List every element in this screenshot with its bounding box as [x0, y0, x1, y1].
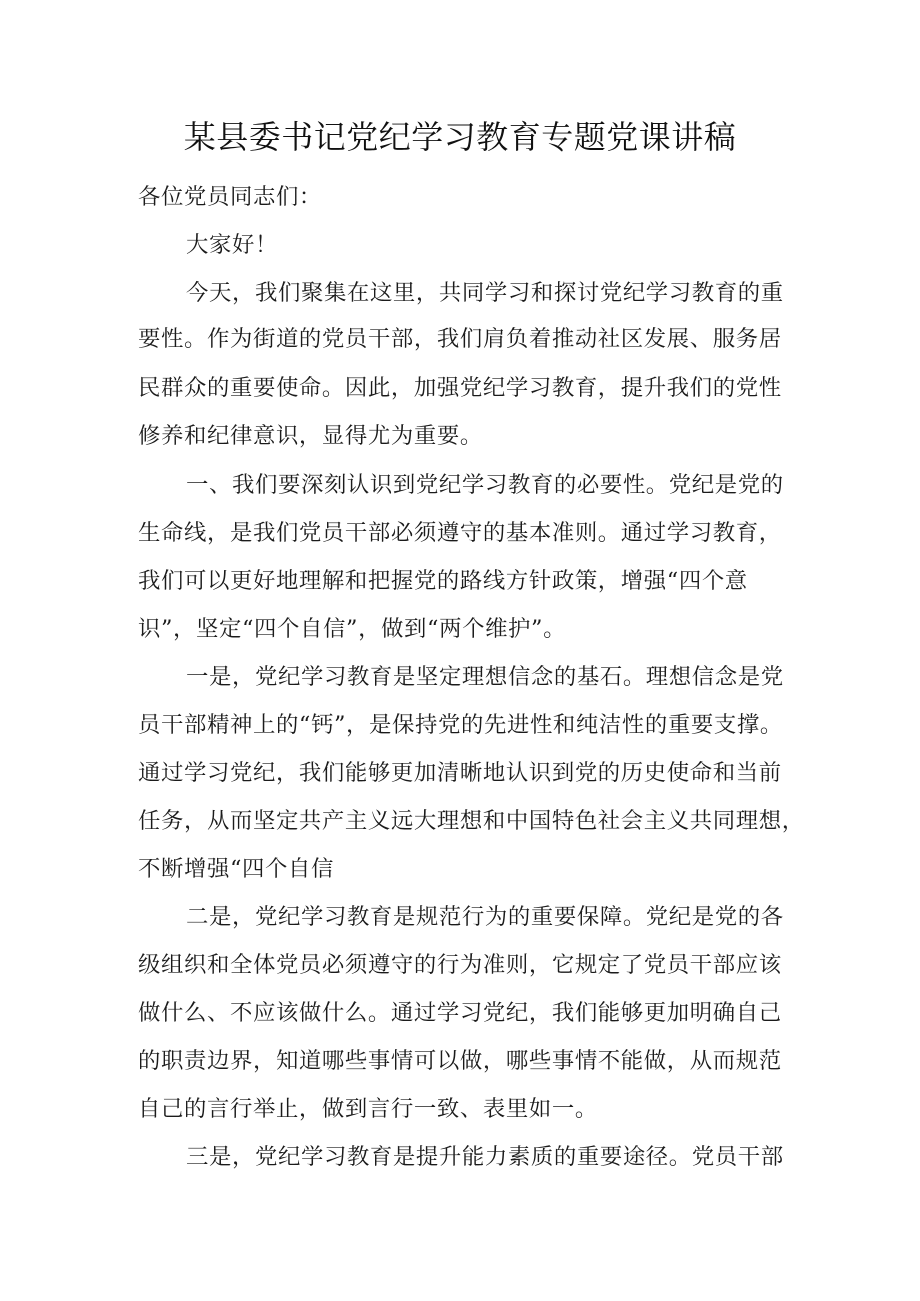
paragraph-1-line-1: 今天，我们聚集在这里，共同学习和探讨党纪学习教育的重 — [186, 280, 784, 306]
paragraph-4-line-5: 自己的言行举止，做到言行一致、表里如一。 — [138, 1096, 598, 1122]
document-title: 某县委书记党纪学习教育专题党课讲稿 — [183, 118, 737, 156]
paragraph-2-line-1: 一、我们要深刻认识到党纪学习教育的必要性。党纪是党的 — [186, 472, 784, 498]
salutation: 各位党员同志们： — [138, 184, 322, 210]
paragraph-1-line-2: 要性。作为街道的党员干部，我们肩负着推动社区发展、服务居 — [138, 326, 782, 352]
paragraph-4-line-1: 二是，党纪学习教育是规范行为的重要保障。党纪是党的各 — [186, 904, 784, 930]
paragraph-2-line-3: 我们可以更好地理解和把握党的路线方针政策，增强“四个意 — [138, 568, 748, 594]
paragraph-3-line-4: 任务，从而坚定共产主义远大理想和中国特色社会主义共同理想， — [138, 808, 805, 834]
paragraph-3-line-1: 一是，党纪学习教育是坚定理想信念的基石。理想信念是党 — [186, 664, 784, 690]
paragraph-1-line-4: 修养和纪律意识，显得尤为重要。 — [138, 423, 483, 449]
greeting: 大家好！ — [186, 232, 278, 258]
paragraph-4-line-2: 级组织和全体党员必须遵守的行为准则，它规定了党员干部应该 — [138, 952, 782, 978]
paragraph-1-line-3: 民群众的重要使命。因此，加强党纪学习教育，提升我们的党性 — [138, 375, 782, 401]
paragraph-4-line-3: 做什么、不应该做什么。通过学习党纪，我们能够更加明确自己 — [138, 1000, 782, 1026]
paragraph-3-line-3: 通过学习党纪，我们能够更加清晰地认识到党的历史使命和当前 — [138, 760, 782, 786]
paragraph-2-line-4: 识”，坚定“四个自信”，做到“两个维护”。 — [138, 616, 567, 642]
paragraph-4-line-4: 的职责边界，知道哪些事情可以做，哪些事情不能做，从而规范 — [138, 1048, 782, 1074]
paragraph-5-line-1: 三是，党纪学习教育是提升能力素质的重要途径。党员干部 — [186, 1144, 784, 1170]
paragraph-3-line-5: 不断增强“四个自信 — [138, 856, 334, 882]
paragraph-3-line-2: 员干部精神上的“钙”，是保持党的先进性和纯洁性的重要支撑。 — [138, 712, 783, 738]
paragraph-2-line-2: 生命线，是我们党员干部必须遵守的基本准则。通过学习教育， — [138, 520, 782, 546]
